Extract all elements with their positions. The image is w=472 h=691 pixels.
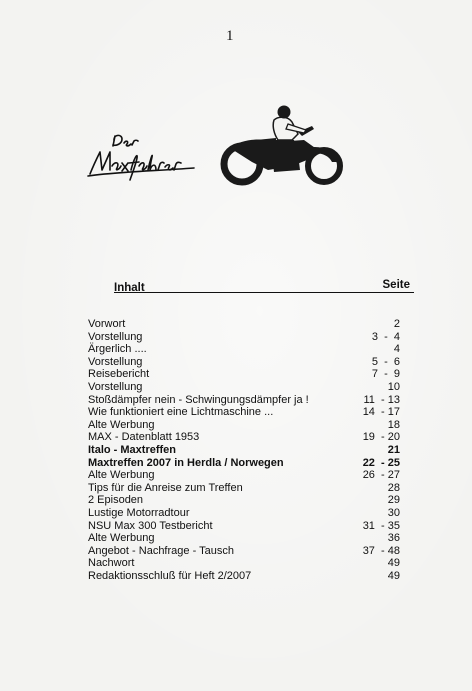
toc-entry [88, 494, 400, 507]
toc-entry-pages: 19 - 20 [362, 431, 400, 444]
toc-entry [88, 343, 400, 356]
motorcycle-rider-illustration [212, 100, 352, 192]
toc-entry-pages: 10 [387, 380, 400, 393]
table-of-contents [88, 318, 400, 582]
toc-entry-title: MAX - Datenblatt 1953 [88, 431, 200, 444]
toc-entry-title: Vorstellung [88, 380, 143, 393]
toc-entry-pages: 14 - 17 [362, 406, 400, 419]
toc-entry [88, 444, 400, 457]
toc-entry-title: Tips für die Anreise zum Treffen [88, 481, 243, 494]
toc-entry-title: Lustige Motorradtour [88, 506, 190, 519]
toc-entry [88, 520, 400, 533]
toc-entry-pages: 26 - 27 [362, 469, 400, 482]
toc-entry [88, 557, 400, 570]
toc-entry-pages: 7 - 9 [371, 368, 400, 381]
toc-entry-pages: 36 [387, 532, 400, 545]
toc-entry [88, 381, 400, 394]
toc-entry-title: Stoßdämpfer nein - Schwingungsdämpfer ja ! [88, 393, 309, 406]
toc-entry-pages: 4 [393, 343, 400, 356]
toc-entry-pages: 18 [387, 418, 400, 431]
toc-entry [88, 545, 400, 558]
toc-entry [88, 532, 400, 545]
toc-entry-title: 2 Episoden [88, 494, 144, 507]
toc-entry-title: Ärgerlich .... [88, 343, 147, 356]
toc-entry-title: Alte Werbung [88, 418, 155, 431]
toc-entry-pages: 30 [387, 506, 400, 519]
toc-entry [88, 507, 400, 520]
toc-entry-pages: 11 - 13 [363, 393, 400, 406]
toc-entry [88, 570, 400, 583]
toc-entry-title: Alte Werbung [88, 532, 155, 545]
toc-entry-pages: 22 - 25 [362, 456, 400, 469]
toc-entry-title: Redaktionsschluß für Heft 2/2007 [88, 569, 252, 582]
toc-entry [88, 356, 400, 369]
toc-entry-title: Maxtreffen 2007 in Herdla / Norwegen [88, 456, 284, 469]
toc-entry [88, 457, 400, 470]
toc-header [114, 279, 412, 296]
toc-entry-pages: 29 [387, 494, 400, 507]
toc-entry-pages: 37 - 48 [362, 544, 400, 557]
header-rule [114, 292, 414, 293]
toc-entry-pages: 49 [387, 557, 400, 570]
toc-entry-title: Nachwort [88, 557, 135, 570]
toc-entry-pages: 21 [387, 443, 400, 456]
toc-entry [88, 318, 400, 331]
toc-header-contents: Inhalt [114, 282, 145, 294]
toc-entry-title: Wie funktioniert eine Lichtmaschine ... [88, 406, 274, 419]
toc-entry [88, 431, 400, 444]
toc-entry-title: Vorstellung [88, 330, 143, 343]
toc-entry-title: Vorstellung [88, 355, 143, 368]
maxfahrer-logo [84, 130, 204, 186]
toc-entry-title: Alte Werbung [88, 469, 155, 482]
toc-entry-pages: 49 [387, 569, 400, 582]
toc-entry [88, 419, 400, 432]
toc-entry-pages: 3 - 4 [371, 330, 400, 343]
toc-entry-pages: 28 [387, 481, 400, 494]
toc-header-page: Seite [382, 279, 410, 291]
toc-entry [88, 394, 400, 407]
toc-entry [88, 406, 400, 419]
toc-entry [88, 469, 400, 482]
toc-entry-title: Italo - Maxtreffen [88, 443, 177, 456]
toc-entry [88, 482, 400, 495]
toc-entry-pages: 2 [393, 318, 400, 330]
toc-entry-title: Reisebericht [88, 368, 150, 381]
toc-entry-title: Vorwort [88, 318, 126, 330]
toc-entry [88, 368, 400, 381]
toc-entry-pages: 31 - 35 [362, 519, 400, 532]
toc-entry-title: NSU Max 300 Testbericht [88, 519, 213, 532]
toc-entry [88, 331, 400, 344]
page-number: 1 [226, 28, 234, 44]
toc-entry-pages: 5 - 6 [371, 355, 400, 368]
toc-entry-title: Angebot - Nachfrage - Tausch [88, 544, 234, 557]
